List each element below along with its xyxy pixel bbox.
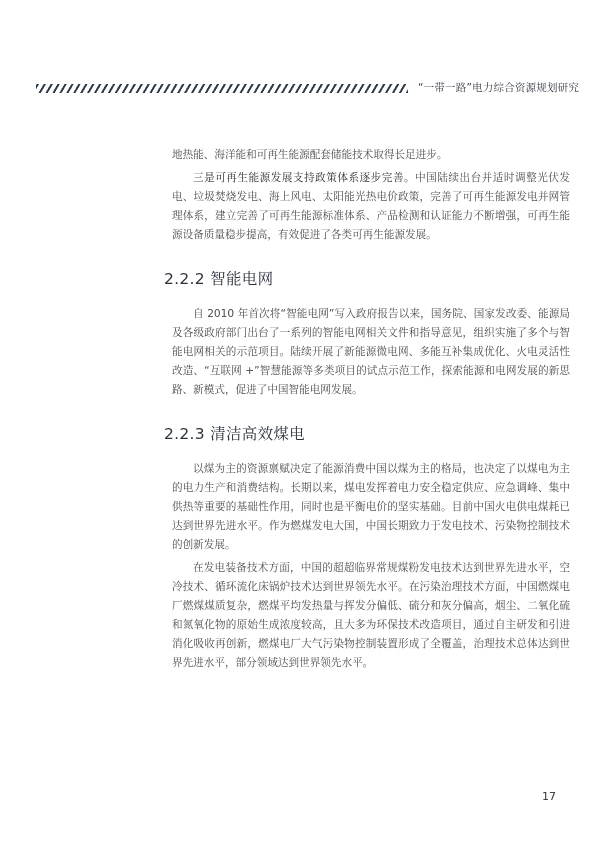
paragraph-coal-technology: 在发电装备技术方面，中国的超超临界常规煤粉发电技术达到世界先进水平，空冷技术、循环流化床锅炉技术达到世界领先水平。在污染治理技术方面，中国燃煤电厂燃煤煤质复杂，燃煤平均发热量与挥发分偏低、硫分和灰分偏高，烟尘、二氧化硫和氮氧化物的原始生成浓度较高，且大多为环保技术改造项目，通过自主研发和引进消化吸收再创新，燃煤电厂大气污染物控制装置形成了全覆盖，治理技术总体达到世界先进水平，部分领域达到世界领先水平。: [172, 562, 570, 669]
paragraph-body: 中国陆续出台并适时调整光伏发电、垃圾焚烧发电、海上风电、太阳能光热电价政策，完善了可再生能源发电并网管理体系，建立完善了可再生能源标准体系、产品检测和认证能力不断增强，可再生能源设备质量稳步提高，有效促进了各类可再生能源发展。: [172, 172, 570, 241]
section-heading-smart-grid: 2.2.2 智能电网: [164, 270, 274, 288]
section-heading-clean-coal: 2.2.3 清洁高效煤电: [164, 425, 305, 443]
paragraph-renewable-storage: 地热能、海洋能和可再生能源配套储能技术取得长足进步。: [172, 149, 448, 161]
paragraph-smart-grid: 自 2010 年首次将“智能电网”写入政府报告以来，国务院、国家发改委、能源局及各级政府部门出台了一系列的智能电网相关文件和指导意见，组织实施了多个与智能电网相关的示范项目。陆续开展了新能源微电网、多能互补集成优化、火电灵活性改造、“互联网 +”智慧能源等多类项目的试点示范工作，探索能源和电网发展的新思路、新模式，促进了中国智能电网发展。: [172, 308, 570, 396]
paragraph-coal-structure: 以煤为主的资源禀赋决定了能源消费中国以煤为主的格局，也决定了以煤电为主的电力生产和消费结构。长期以来，煤电发挥着电力安全稳定供应、应急调峰、集中供热等重要的基础性作用，同时也是平衡电价的坚实基础。目前中国火电供电煤耗已达到世界先进水平。作为燃煤发电大国，中国长期致力于发电技术、污染物控制技术的创新发展。: [172, 463, 570, 551]
page-content: [164, 146, 570, 677]
page-header: [0, 78, 600, 100]
page-number: 17: [542, 790, 556, 803]
running-title: “一带一路”电力综合资源规划研究: [418, 82, 580, 94]
paragraph-lead: 三是可再生能源发展支持政策体系逐步完善。: [193, 172, 416, 184]
paragraph-renewable-policy: [172, 169, 570, 245]
header-hatch-decoration: [36, 84, 408, 93]
